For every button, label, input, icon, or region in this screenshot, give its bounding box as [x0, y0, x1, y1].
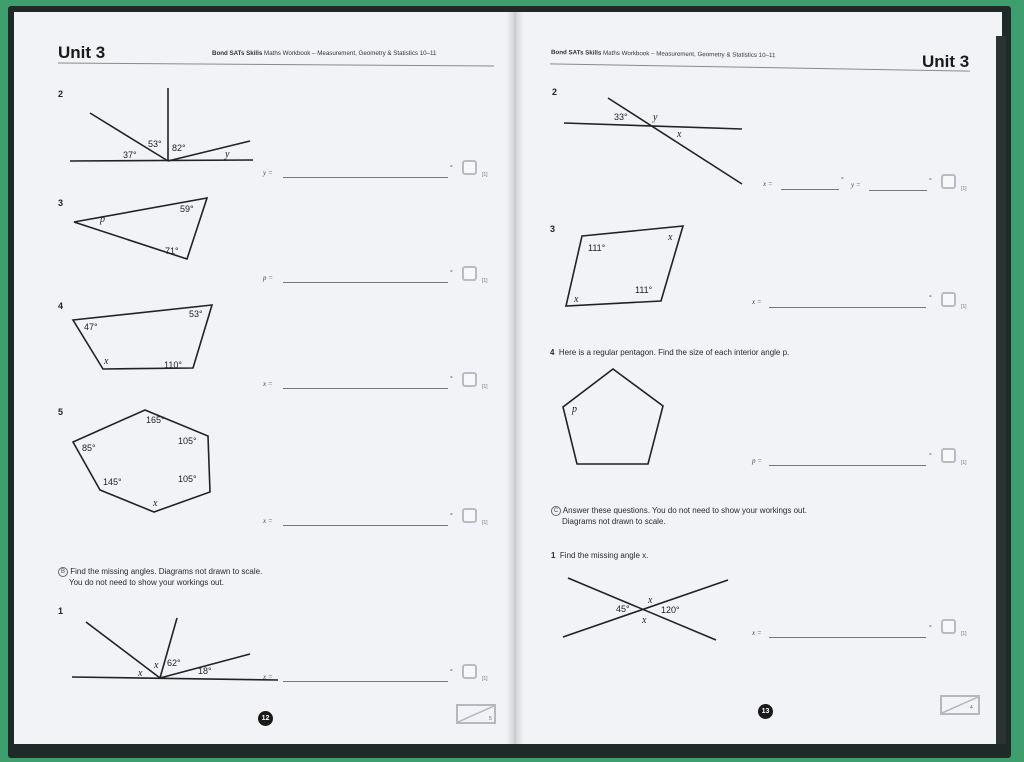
mark-value: [1]	[961, 304, 967, 310]
mark-value: [1]	[482, 278, 488, 284]
instruction-line: You do not need to show your workings out.	[69, 578, 224, 587]
degree-symbol: °	[929, 625, 932, 632]
left-header	[212, 50, 436, 57]
right-unit-title: Unit 3	[922, 52, 970, 71]
question-number: 2	[552, 87, 558, 97]
question-number: 4	[58, 301, 64, 311]
angle-label: 71°	[165, 246, 179, 256]
page-number: 12	[258, 711, 273, 726]
degree-symbol: °	[450, 165, 453, 172]
angle-label: x	[154, 660, 159, 671]
instruction-line: Answer these questions. You do not need to show your workings out.	[562, 506, 807, 515]
answer-label: x =	[263, 673, 273, 681]
degree-symbol: °	[450, 669, 453, 676]
mark-value: [1]	[961, 631, 967, 637]
angle-label: 145°	[103, 477, 122, 487]
angle-label: p	[572, 404, 577, 415]
score-box	[940, 695, 980, 715]
right-c-q1-diagram	[560, 570, 735, 650]
angle-label: 47°	[84, 322, 98, 332]
answer-line[interactable]	[283, 177, 448, 178]
left-unit-title: Unit 3	[58, 43, 106, 62]
prompt-text: Here is a regular pentagon. Find the size of each interior angle p.	[558, 348, 790, 357]
section-badge: B	[58, 567, 68, 577]
answer-line[interactable]	[283, 681, 448, 682]
answer-line[interactable]	[781, 189, 839, 190]
angle-label: x	[574, 294, 579, 305]
mark-value: [1]	[482, 172, 488, 178]
answer-label: p =	[752, 457, 762, 465]
section-b-instructions	[58, 566, 262, 588]
degree-symbol: °	[450, 376, 453, 383]
question-number: 3	[550, 224, 556, 234]
mark-checkbox[interactable]	[462, 266, 477, 281]
answer-label: y =	[851, 181, 861, 189]
angle-label: p	[100, 214, 105, 225]
question-prompt	[550, 347, 789, 358]
answer-line[interactable]	[769, 637, 926, 638]
mark-checkbox[interactable]	[462, 508, 477, 523]
section-c-instructions	[551, 505, 807, 527]
mark-value: [1]	[482, 520, 488, 526]
answer-label: x =	[263, 380, 273, 388]
angle-label: 37°	[123, 150, 137, 160]
score-box-total: 5	[489, 716, 492, 722]
degree-symbol: °	[450, 513, 453, 520]
answer-label: p =	[263, 274, 273, 282]
answer-label: x =	[752, 298, 762, 306]
angle-label: 18°	[198, 666, 212, 676]
score-box-total: 4	[970, 705, 973, 711]
angle-label: 33°	[614, 112, 628, 122]
answer-label: x =	[763, 180, 773, 188]
angle-label: 165°	[146, 415, 165, 425]
angle-label: 53°	[189, 309, 203, 319]
degree-symbol: °	[929, 453, 932, 460]
answer-line[interactable]	[769, 307, 926, 308]
left-q3-diagram	[60, 190, 220, 270]
angle-label: 110°	[164, 360, 182, 370]
answer-label: x =	[263, 517, 273, 525]
mark-checkbox[interactable]	[941, 448, 956, 463]
left-q5-diagram	[60, 404, 220, 514]
angle-label: x	[668, 232, 673, 243]
prompt-text: Find the missing angle x.	[559, 551, 649, 560]
angle-label: x	[104, 356, 109, 367]
angle-label: x	[153, 498, 158, 509]
degree-symbol: °	[929, 295, 932, 302]
answer-line[interactable]	[769, 465, 926, 466]
angle-label: 105°	[178, 436, 197, 446]
angle-label: y	[653, 112, 658, 123]
angle-label: 45°	[616, 604, 630, 614]
left-b-q1-diagram	[60, 608, 290, 688]
mark-value: [1]	[961, 460, 967, 466]
right-q2-diagram	[560, 92, 760, 192]
angle-label: 62°	[167, 658, 181, 668]
left-q2-diagram	[60, 80, 260, 170]
angle-label: 59°	[180, 204, 194, 214]
answer-label: x =	[752, 629, 762, 637]
answer-line[interactable]	[283, 388, 448, 389]
question-number: 3	[58, 198, 64, 208]
right-q3-diagram	[560, 220, 700, 315]
angle-label: x	[648, 595, 653, 606]
angle-label: 53°	[148, 139, 162, 149]
left-header-text: Maths Workbook – Measurement, Geometry & Statistics 10–11	[264, 50, 437, 57]
angle-label: x	[138, 668, 143, 679]
angle-label: x	[642, 615, 647, 626]
mark-value: [1]	[482, 384, 488, 390]
question-number: 4	[550, 348, 555, 357]
question-number: 1	[551, 551, 556, 560]
angle-label: y	[225, 149, 230, 160]
angle-label: 111°	[588, 243, 606, 253]
mark-checkbox[interactable]	[941, 292, 956, 307]
mark-value: [1]	[482, 676, 488, 682]
degree-symbol: °	[841, 177, 844, 184]
book-gutter	[506, 12, 524, 744]
angle-label: 105°	[178, 474, 197, 484]
mark-checkbox[interactable]	[941, 619, 956, 634]
instruction-line: Diagrams not drawn to scale.	[562, 517, 666, 526]
angle-label: 111°	[635, 285, 653, 295]
angle-label: 120°	[661, 605, 680, 615]
right-q4-pentagon	[560, 366, 670, 471]
mark-checkbox[interactable]	[462, 664, 477, 679]
answer-label: y =	[263, 169, 273, 177]
mark-checkbox[interactable]	[941, 174, 956, 189]
question-prompt	[551, 550, 648, 561]
page-number: 13	[758, 704, 773, 719]
mark-checkbox[interactable]	[462, 372, 477, 387]
instruction-line: Find the missing angles. Diagrams not drawn to scale.	[70, 567, 263, 576]
mark-checkbox[interactable]	[462, 160, 477, 175]
degree-symbol: °	[450, 270, 453, 277]
angle-label: 85°	[82, 443, 96, 453]
angle-label: x	[677, 129, 682, 140]
page-edge	[996, 36, 1006, 744]
question-number: 5	[58, 407, 64, 417]
question-number: 2	[58, 89, 64, 99]
right-header-brand: Bond SATs Skills	[550, 49, 602, 57]
left-q4-diagram	[60, 298, 220, 378]
right-header-text: Maths Workbook – Measurement, Geometry & Statistics 10–11	[602, 49, 776, 60]
section-badge: C	[551, 506, 561, 516]
question-number: 1	[58, 606, 64, 616]
left-header-brand: Bond SATs Skills	[212, 50, 263, 57]
degree-symbol: °	[929, 178, 932, 185]
answer-line[interactable]	[283, 525, 448, 526]
mark-value: [1]	[961, 186, 967, 192]
answer-line[interactable]	[283, 282, 448, 283]
angle-label: 82°	[172, 143, 186, 153]
answer-line[interactable]	[869, 190, 927, 191]
